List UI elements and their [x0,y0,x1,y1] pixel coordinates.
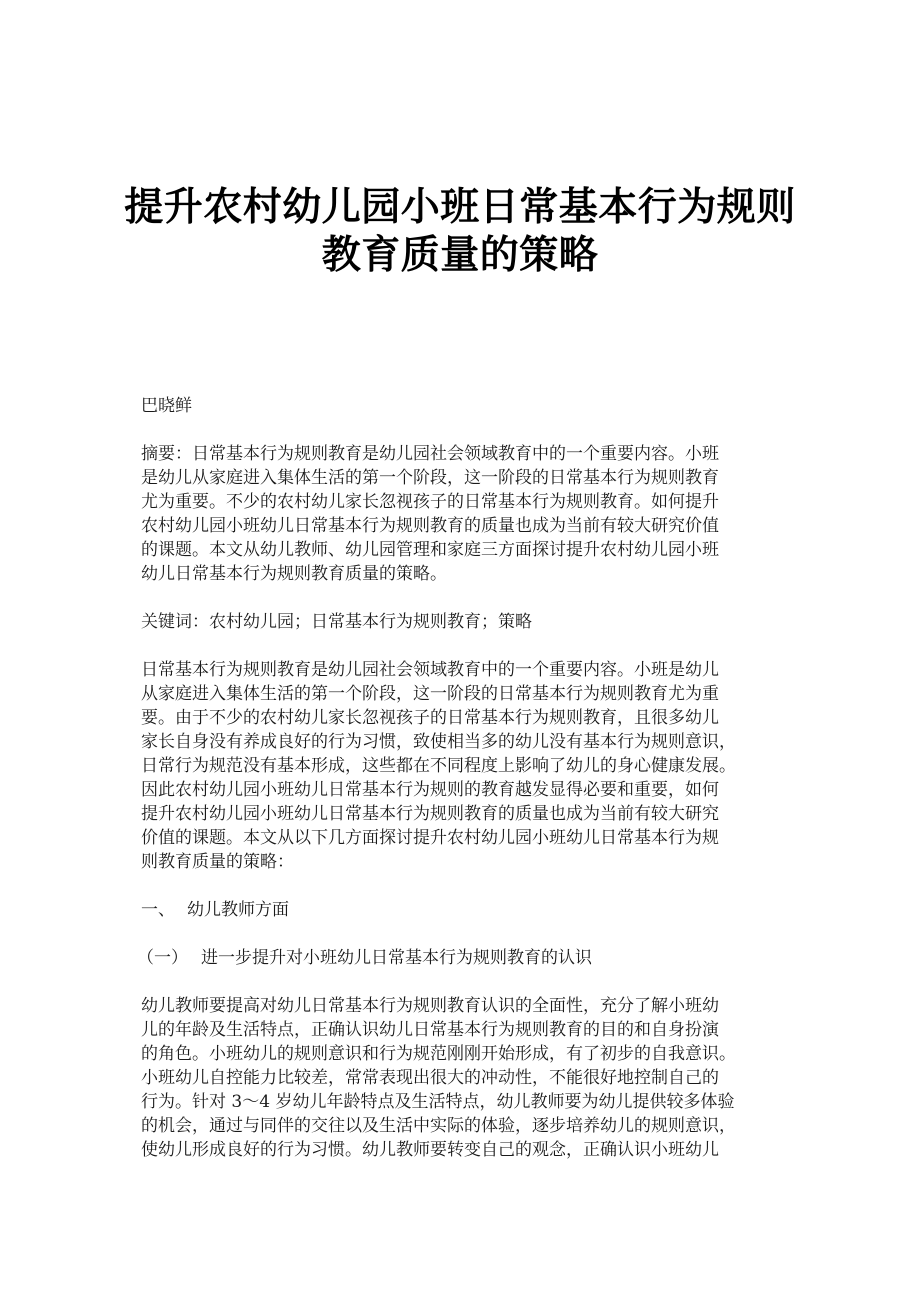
paragraph-gap [141,634,781,658]
abstract-line: 尤为重要。不少的农村幼儿家长忽视孩子的日常基本行为规则教育。如何提升 [141,492,719,512]
intro-line: 价值的课题。本文从以下几方面探讨提升农村幼儿园小班幼儿日常基本行为规 [141,828,719,848]
author-name: 巴晓鲜 [141,396,192,416]
paragraph-gap [141,970,781,994]
subsection-heading-1 [137,946,781,970]
document-body [137,394,781,1162]
paragraph-gap [141,418,781,442]
abstract-line: 的课题。本文从幼儿教师、幼儿园管理和家庭三方面探讨提升农村幼儿园小班 [141,540,719,560]
document-title [120,184,800,280]
intro-line: 家长自身没有养成良好的行为习惯，致使相当多的幼儿没有基本行为规则意识， [141,732,736,752]
intro-line: 因此农村幼儿园小班幼儿日常基本行为规则的教育越发显得必要和重要，如何 [141,780,719,800]
body-line: 小班幼儿自控能力比较差，常常表现出很大的冲动性，不能很好地控制自己的 [141,1068,719,1088]
paragraph-gap [141,586,781,610]
intro-line: 则教育质量的策略： [141,852,294,872]
abstract-line: 摘要：日常基本行为规则教育是幼儿园社会领域教育中的一个重要内容。小班 [141,444,719,464]
intro-line: 提升农村幼儿园小班幼儿日常基本行为规则教育的质量也成为当前有较大研究 [141,804,719,824]
intro-line: 要。由于不少的农村幼儿家长忽视孩子的日常基本行为规则教育，且很多幼儿 [141,708,719,728]
keywords: 关键词：农村幼儿园；日常基本行为规则教育；策略 [141,612,532,632]
intro-line: 从家庭进入集体生活的第一个阶段，这一阶段的日常基本行为规则教育尤为重 [141,684,719,704]
section-number: 一、 [141,900,175,920]
paragraph-gap [141,874,781,898]
body-paragraph [141,994,781,1162]
section-title: 幼儿教师方面 [187,900,289,920]
intro-line: 日常基本行为规则教育是幼儿园社会领域教育中的一个重要内容。小班是幼儿 [141,660,719,680]
body-line: 幼儿教师要提高对幼儿日常基本行为规则教育认识的全面性，充分了解小班幼 [141,996,719,1016]
section-heading-1 [141,898,781,922]
title-line: 提升农村幼儿园小班日常基本行为规则 [124,185,796,230]
body-line: 的机会，通过与同伴的交往以及生活中实际的体验，逐步培养幼儿的规则意识， [141,1116,736,1136]
subsection-title: 进一步提升对小班幼儿日常基本行为规则教育的认识 [201,948,592,968]
abstract-line: 是幼儿从家庭进入集体生活的第一个阶段，这一阶段的日常基本行为规则教育 [141,468,719,488]
paragraph-gap [141,922,781,946]
body-line: 的角色。小班幼儿的规则意识和行为规范刚刚开始形成，有了初步的自我意识。 [141,1044,736,1064]
abstract-line: 农村幼儿园小班幼儿日常基本行为规则教育的质量也成为当前有较大研究价值 [141,516,719,536]
body-line: 使幼儿形成良好的行为习惯。幼儿教师要转变自己的观念，正确认识小班幼儿 [141,1140,719,1160]
intro-line: 日常行为规范没有基本形成，这些都在不同程度上影响了幼儿的身心健康发展。 [141,756,736,776]
body-line: 儿的年龄及生活特点，正确认识幼儿日常基本行为规则教育的目的和自身扮演 [141,1020,719,1040]
intro-paragraph [141,658,781,874]
title-line: 教育质量的策略 [321,233,599,278]
abstract-line: 幼儿日常基本行为规则教育质量的策略。 [141,564,447,584]
subsection-number: （一） [137,948,188,968]
body-line: 行为。针对 3～4 岁幼儿年龄特点及生活特点，幼儿教师要为幼儿提供较多体验 [141,1092,735,1112]
abstract-paragraph [141,442,781,586]
